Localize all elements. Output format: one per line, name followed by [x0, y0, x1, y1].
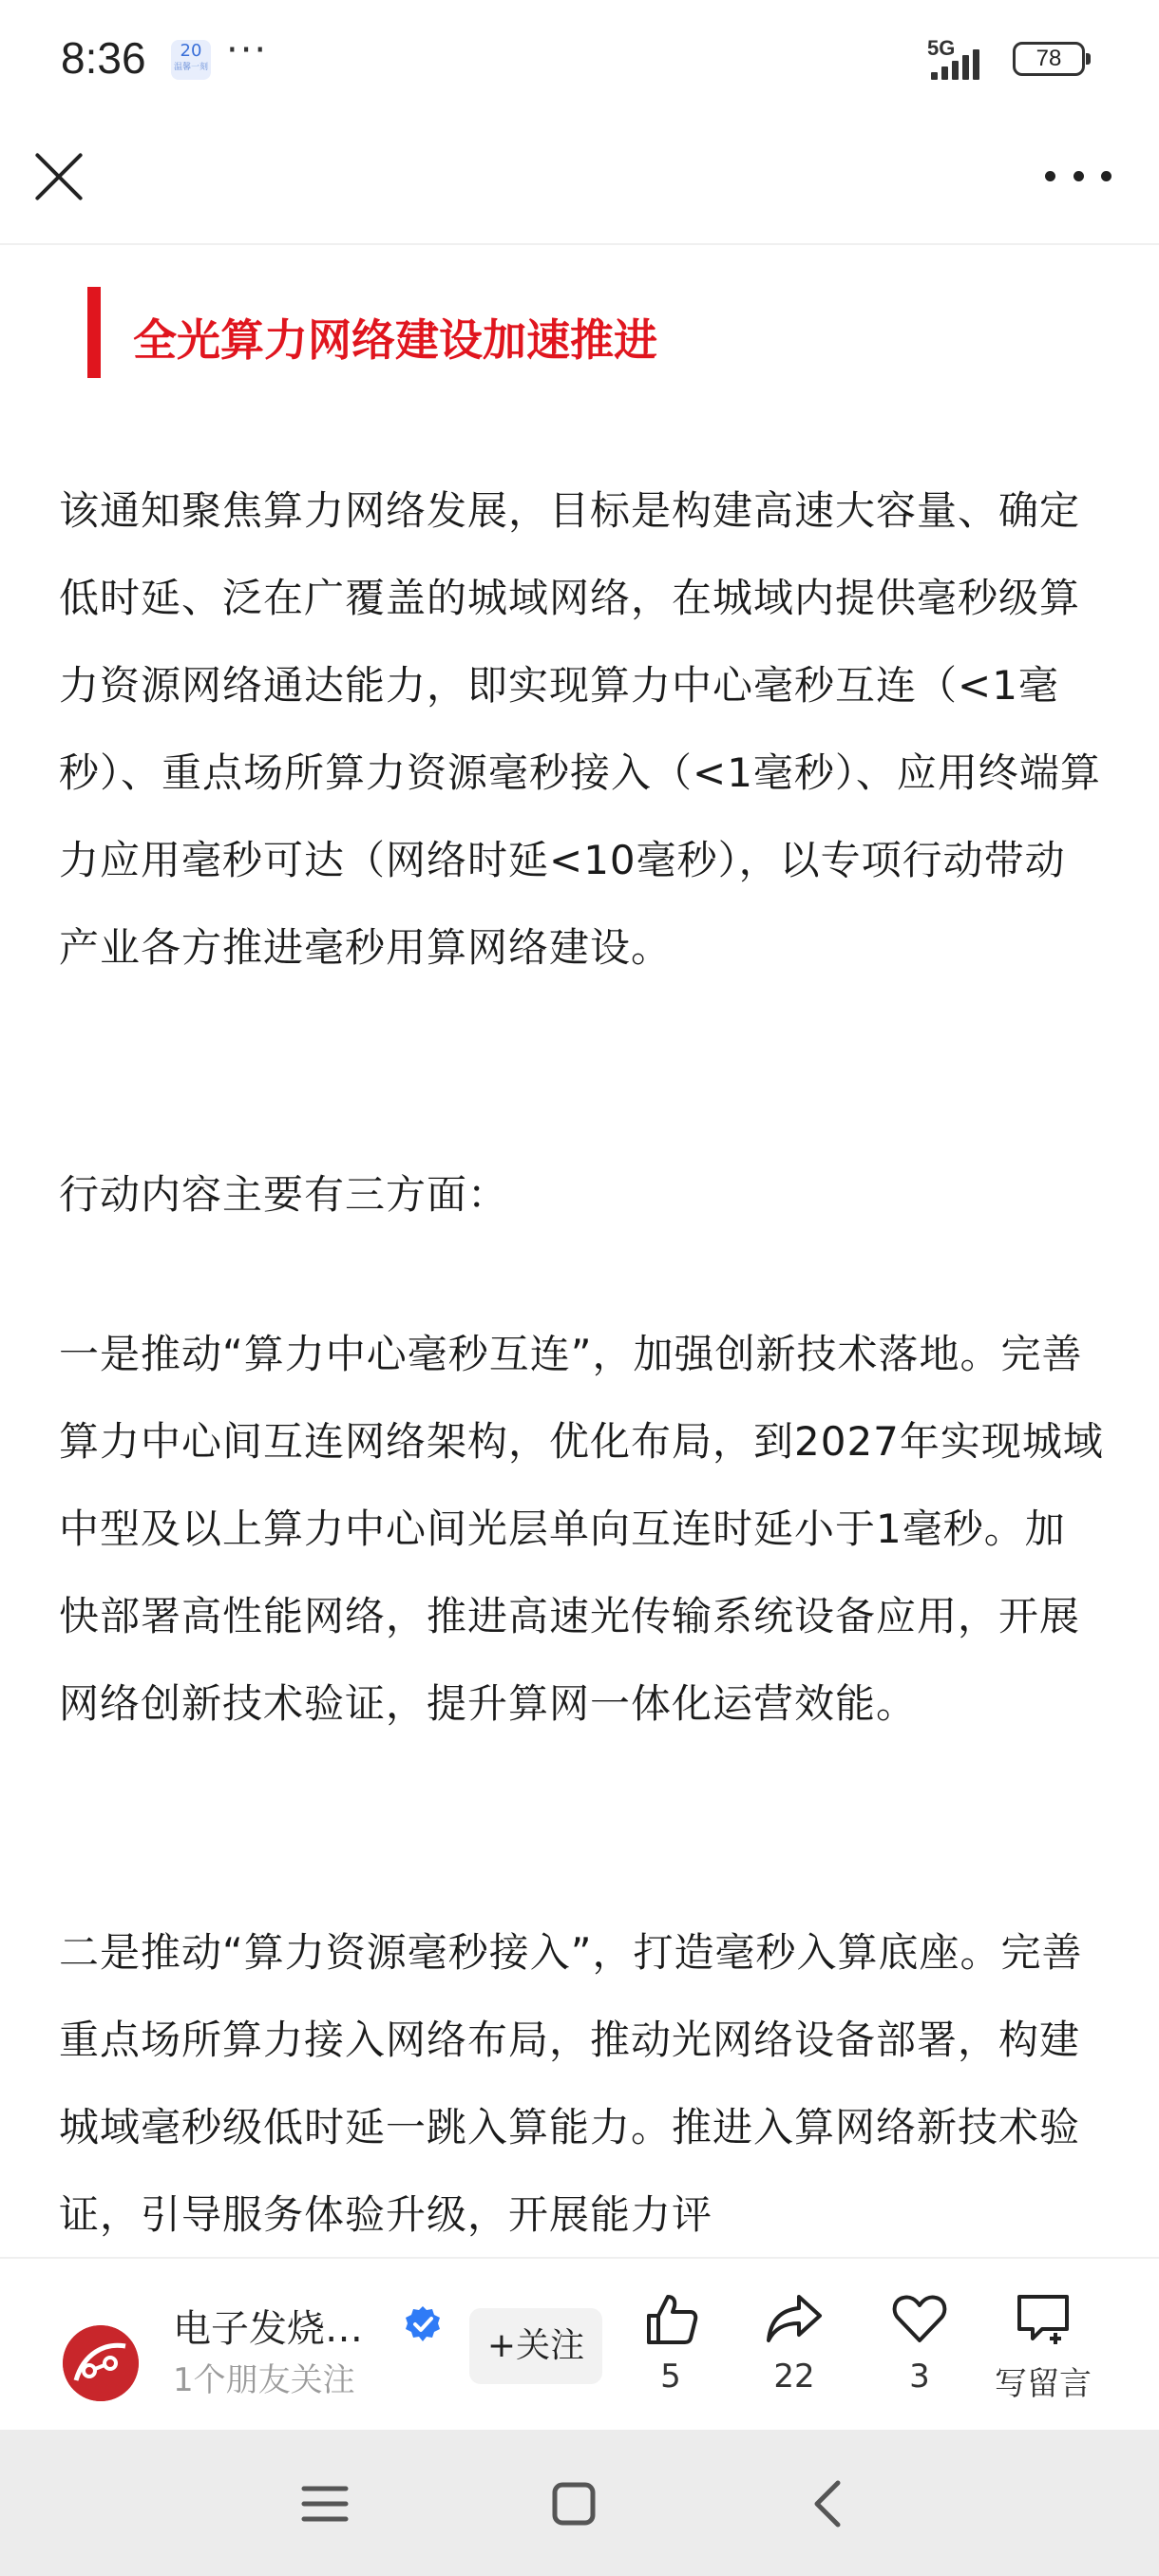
comment-label: 写留言 [995, 2365, 1092, 2403]
like-icon [641, 2289, 700, 2348]
share-button[interactable] [737, 2289, 851, 2413]
more-icon[interactable] [1045, 152, 1112, 199]
signal-icon [927, 38, 999, 80]
comment-button[interactable] [986, 2289, 1100, 2413]
like-count: 5 [660, 2358, 681, 2396]
notification-badge-icon [171, 40, 211, 80]
article-paragraph: 该通知聚焦算力网络发展，目标是构建高速大容量、确定低时延、泛在广覆盖的城域网络，在城域内提供毫秒级算力资源网络通达能力，即实现算力中心毫秒互连（<1毫秒）、重点场所算力资源毫秒接入（<1毫秒）、应用终端算力应用毫秒可达（网络时延<10毫秒），以专项行动带动产业各方推进毫秒用算网络建设。 [59, 487, 1101, 971]
status-bar [0, 0, 1159, 114]
back-icon[interactable] [800, 2475, 857, 2532]
share-icon [765, 2289, 824, 2348]
comment-icon [1014, 2289, 1073, 2348]
article-paragraph: 行动内容主要有三方面： [59, 1171, 509, 1218]
favorite-count: 3 [909, 2358, 930, 2396]
article-paragraph: 二是推动“算力资源毫秒接入”，打造毫秒入算底座。完善重点场所算力接入网络布局，推动光网络设备部署，构建城域毫秒级低时延一跳入算能力。推进入算网络新技术验证，引导服务体验升级，开展能力评 [59, 1929, 1083, 2238]
close-icon[interactable] [32, 150, 86, 203]
status-more-icon: ··· [226, 28, 269, 72]
notification-badge-number: 20 [180, 41, 202, 61]
follow-button[interactable]: +关注 [469, 2308, 602, 2384]
home-icon[interactable] [545, 2475, 602, 2532]
like-button[interactable] [614, 2289, 728, 2413]
notification-badge-sub: 温馨一刻 [173, 63, 208, 72]
followers-count: 1个朋友关注 [173, 2361, 355, 2399]
section-title-text: 全光算力网络建设加速推进 [133, 314, 657, 366]
article-paragraph: 一是推动“算力中心毫秒互连”，加强创新技术落地。完善算力中心间互连网络架构，优化布局，到2027年实现城域中型及以上算力中心间光层单向互连时延小于1毫秒。加快部署高性能网络，推进高速光传输系统设备应用，开展网络创新技术验证，提升算网一体化运营效能。 [59, 1331, 1104, 1727]
battery-icon: 78 [1013, 42, 1085, 76]
author-name[interactable]: 电子发烧… [173, 2307, 363, 2351]
heart-icon [890, 2289, 949, 2348]
status-time: 8:36 [61, 33, 146, 83]
menu-icon[interactable] [296, 2475, 353, 2532]
favorite-button[interactable] [863, 2289, 977, 2413]
verified-icon [403, 2304, 443, 2344]
action-bar [0, 2257, 1159, 2432]
network-type: 5G [927, 36, 956, 60]
share-count: 22 [773, 2358, 815, 2396]
avatar[interactable] [63, 2325, 139, 2401]
section-title-bar [87, 287, 101, 378]
top-nav [0, 114, 1159, 245]
system-nav-bar [0, 2430, 1159, 2576]
